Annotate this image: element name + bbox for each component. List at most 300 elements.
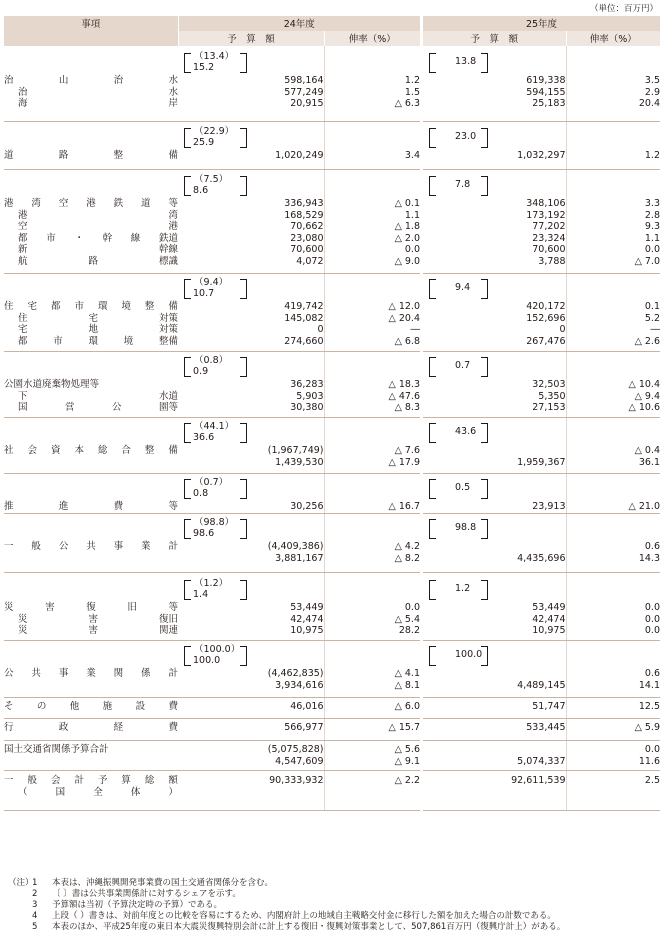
share-24: 1.4 [193,589,209,600]
sub-item-label: 都 市 環 境 整 備 [18,335,178,347]
share-24: 98.6 [193,528,215,539]
growth-24-cell [324,514,420,573]
sub-item-label: 新 幹 線 [18,244,178,255]
row-title-char: 路 [58,150,69,161]
row-title-char: 共 [31,668,41,679]
budget-25-value: 23,324 [532,232,566,244]
table-row [4,771,660,811]
share-bracket-25 [429,517,487,539]
share-bracket-25 [429,355,487,377]
share-bracket-25 [429,477,487,499]
share-24: 8.6 [193,185,209,196]
sub-item-label: 海 岸 [18,98,178,109]
budget-24-value: 0 [317,324,324,335]
row-title [4,198,178,210]
growth-24-value: △ 6.3 [394,98,420,109]
row-title [4,722,178,734]
row-title-sub-char: 国 [55,786,66,798]
header-item: 事項 [4,16,178,46]
budget-24-value: 36,283 [290,379,324,390]
growth-25-value: 0.0 [644,244,660,255]
row-title-char: そ [4,701,14,712]
note-item [8,922,565,933]
budget-25-cell [423,352,566,418]
budget-25-value: 10,975 [532,625,566,636]
budget-25-value: 42,474 [532,613,566,625]
header-fy25: 25年度 [423,16,660,31]
growth-25-cell [566,698,660,719]
budget-25-value: 348,106 [526,198,566,209]
row-item-name [4,170,178,274]
growth-25-cell [566,641,660,698]
table-row [4,474,660,514]
unit-label: （単位：百万円） [589,4,658,14]
row-title-char: 設 [135,701,146,712]
budget-25-value: 5,074,337 [517,755,566,767]
share-25: 0.7 [455,360,471,371]
share-24: 25.9 [193,137,215,148]
row-title: 国土交通省関係予算合計 [4,744,109,755]
row-title-char: 等 [168,198,178,209]
row-title-char: 事 [58,668,69,679]
budget-25-cell [423,514,566,573]
row-title-sub-char: ） [168,786,178,798]
budget-25-cell [423,418,566,474]
budget-24-value: 10,975 [290,625,324,636]
sub-item-label: 住 宅 対 策 [18,312,178,324]
growth-24-value: △ 8.2 [394,552,420,564]
budget-24-value: 168,529 [284,209,324,221]
budget-25-value: 1,032,297 [517,150,566,161]
row-title-char: 社 [4,445,14,456]
share-bracket-24 [184,644,244,666]
row-title-char: 行 [4,722,14,733]
budget-24-value: 3,881,167 [275,552,324,564]
budget-25-cell [423,474,566,514]
growth-25-value: 0.0 [644,602,660,613]
growth-24-value: △ 9.0 [394,255,420,267]
row-title-char: 整 [144,301,155,312]
growth-24-value: △ 1.8 [394,221,420,232]
growth-25-cell [566,170,660,274]
budget-24-value: (5,075,828) [267,744,324,755]
share-bracket-24 [184,126,244,148]
budget-25-value: 594,155 [526,86,566,98]
growth-25-value: △ 10.4 [628,379,660,390]
sub-item-label: 航 路 標 識 [18,255,178,267]
row-item-name [4,741,178,771]
budget-24-cell [178,719,324,741]
budget-24-value: (4,409,386) [267,541,324,552]
budget-25-cell [423,771,566,811]
growth-25-value: △ 21.0 [628,501,660,512]
row-title-char: 等 [168,501,178,512]
note-text: 〔 〕書は公共事業関係計に対するシェアを示す。 [52,889,241,899]
growth-24-value: △ 7.6 [394,445,420,456]
share-bracket-24 [184,174,244,196]
growth-24-value: △ 16.7 [388,501,420,512]
growth-24-value: △ 5.4 [394,613,420,625]
budget-24-value: 4,072 [296,255,324,267]
row-title-char: の [36,701,47,712]
row-title-char: 整 [113,150,124,161]
budget-25-value: 53,449 [532,602,566,613]
growth-24-cell [324,474,420,514]
growth-25-value: 0.0 [644,744,660,755]
share-24-prev: （1.2） [194,578,229,589]
table-row [4,122,660,170]
notes-list [8,878,565,933]
row-title-char: 本 [74,445,84,456]
growth-25-value: 2.9 [644,86,660,98]
row-title [4,602,178,614]
budget-25-value: 173,192 [526,209,566,221]
row-title-char: 般 [27,775,37,786]
budget-24-value: 70,600 [290,244,324,255]
notes [8,878,565,933]
row-title-char: 等 [168,602,178,613]
budget-24-cell [178,771,324,811]
table-row [4,418,660,474]
growth-25-value: 9.3 [644,221,660,232]
row-title-char: 他 [69,701,80,712]
budget-24-value: 20,915 [290,98,324,109]
budget-24-value: 566,977 [284,722,324,733]
row-title-char: 都 [50,301,61,312]
growth-25-value: 0.0 [644,625,660,636]
growth-25-cell [566,274,660,352]
share-bracket-24 [184,51,244,73]
share-bracket-25 [429,174,487,196]
row-item-name [4,573,178,641]
growth-24-value: 0.0 [404,602,420,613]
header-growth-25: 伸率（%） [566,31,660,46]
row-title-char: 住 [4,301,14,312]
row-title-char: 総 [144,775,155,786]
growth-25-cell [566,122,660,170]
budget-25-cell [423,274,566,352]
row-title-sub-char: 体 [130,786,141,798]
budget-24-value: 145,082 [284,312,324,324]
share-bracket-24 [184,517,244,539]
row-title-char: 業 [141,541,151,552]
row-title-char: 関 [113,668,124,679]
share-24: 15.2 [193,62,215,73]
budget-25-value: 267,476 [526,335,566,347]
budget-24-value: 46,016 [290,701,324,712]
budget-24-cell [178,474,324,514]
row-title-char: 算 [121,775,131,786]
row-title-char: 湾 [31,198,41,209]
row-title-char: 旧 [127,602,137,613]
budget-24-cell [178,352,324,418]
budget-25-cell [423,573,566,641]
budget-25-value: 4,489,145 [517,679,566,691]
row-title-char: 公 [4,668,14,679]
budget-25-value: 32,503 [532,379,566,390]
growth-25-value: 0.6 [644,541,660,552]
row-title-char: 山 [58,75,69,86]
row-title: 公園水道廃棄物処理等 [4,379,100,390]
growth-24-value: △ 6.8 [394,335,420,347]
row-item-name [4,352,178,418]
budget-24-value: 30,256 [290,501,324,512]
budget-25-value: 23,913 [532,501,566,512]
share-bracket-25 [429,277,487,299]
share-25: 98.8 [455,522,477,533]
row-title-char: 治 [113,75,124,86]
growth-24-value: △ 2.0 [394,232,420,244]
budget-24-cell [178,122,324,170]
share-bracket-25 [429,578,487,600]
growth-24-cell [324,741,420,771]
growth-24-value: △ 4.1 [394,668,420,679]
row-title-char: 鉄 [113,198,124,209]
growth-24-value: △ 5.6 [394,744,420,755]
budget-24-value: 598,164 [284,75,324,86]
growth-24-cell [324,352,420,418]
budget-24-value: 5,903 [296,390,324,402]
row-title-char: 般 [31,541,41,552]
notes-label [8,911,32,922]
share-24-prev: （7.5） [194,174,229,185]
row-title-char: 進 [58,501,69,512]
growth-24-value: △ 8.1 [394,679,420,691]
table-row [4,741,660,771]
growth-24-value: △ 15.7 [388,722,420,733]
share-bracket-25 [429,644,487,666]
budget-25-value: 619,338 [526,75,566,86]
share-24-prev: （100.0） [194,644,241,655]
row-title-char: 復 [86,602,96,613]
sub-item-label: 国 営 公 園 等 [18,402,178,413]
growth-24-value: △ 4.2 [394,541,420,552]
budget-25-value: 51,747 [532,701,566,712]
growth-24-value: 1.2 [404,75,420,86]
growth-24-value: 1.5 [404,86,420,98]
share-25: 0.5 [455,482,471,493]
budget-25-value: 152,696 [526,312,566,324]
row-title-char: 公 [58,541,69,552]
row-title-char: 道 [4,150,14,161]
row-title-char: 費 [168,701,178,712]
row-title-char: 推 [4,501,14,512]
sub-item-label: 災 害 復 旧 [18,613,178,625]
growth-25-cell [566,514,660,573]
table-row [4,352,660,418]
growth-24-value: 28.2 [398,625,420,636]
growth-25-cell [566,719,660,741]
share-24-prev: （9.4） [194,277,229,288]
budget-25-value: 533,445 [526,722,566,733]
growth-24-value: △ 2.2 [394,775,420,786]
sub-item-label: 港 湾 [18,209,178,221]
budget-24-cell [178,641,324,698]
growth-25-cell [566,573,660,641]
row-item-name [4,641,178,698]
share-25: 100.0 [455,649,483,660]
budget-24-cell [178,698,324,719]
budget-24-value: 1,439,530 [275,456,324,468]
growth-24-value: 0.0 [404,244,420,255]
growth-24-value: △ 20.4 [388,312,420,324]
budget-24-value: 274,660 [284,335,324,347]
share-25: 23.0 [455,131,477,142]
row-title-char: 経 [113,722,124,733]
growth-25-value: 11.6 [638,755,660,767]
share-24-prev: （0.8） [194,355,229,366]
budget-table [4,16,660,811]
budget-25-cell [423,741,566,771]
row-title [4,668,178,680]
row-title-char: 一 [4,541,14,552]
budget-24-value: 90,333,932 [269,775,324,786]
budget-24-value: 23,080 [290,232,324,244]
budget-25-cell [423,719,566,741]
budget-24-value: 1,020,249 [275,150,324,161]
share-24: 0.8 [193,488,209,499]
growth-25-value: △ 7.0 [634,255,660,267]
budget-24-value: 4,547,609 [275,755,324,767]
row-title-char: 港 [4,198,14,209]
growth-24-cell [324,573,420,641]
row-title-char: 政 [58,722,69,733]
growth-24-value: △ 8.3 [394,402,420,413]
row-title-char: 予 [97,775,108,786]
row-title-char: 費 [168,722,178,733]
growth-24-value: 3.4 [404,150,420,161]
row-item-name [4,719,178,741]
share-24: 100.0 [193,655,221,666]
share-bracket-24 [184,421,244,443]
row-title-char: 道 [141,198,151,209]
budget-25-value [423,541,566,553]
budget-24-value: 42,474 [290,613,324,625]
row-title [4,445,178,457]
row-item-name [4,46,178,122]
header-fy24: 24年度 [178,16,420,31]
share-24: 10.7 [193,288,215,299]
growth-24-cell [324,46,420,122]
budget-24-cell [178,741,324,771]
budget-24-value: 336,943 [284,198,324,209]
row-title-char: 会 [50,775,61,786]
row-title [4,701,178,713]
growth-25-value: △ 5.9 [634,722,660,733]
budget-24-cell [178,573,324,641]
share-25: 7.8 [455,179,471,190]
growth-24-cell [324,122,420,170]
budget-25-value [423,668,566,680]
growth-25-value: △ 9.4 [634,390,660,402]
growth-24-value: △ 12.0 [388,301,420,312]
growth-25-value: 20.4 [638,98,660,109]
budget-25-value: 0 [559,324,566,335]
row-title [4,775,178,787]
budget-24-value: 3,934,616 [275,679,324,691]
budget-24-cell [178,170,324,274]
row-title-char: 計 [168,668,178,679]
growth-25-value: 0.0 [644,613,660,625]
budget-25-value: 4,435,696 [517,552,566,564]
notes-label [8,922,32,933]
row-title-char: 係 [141,668,151,679]
budget-25-cell [423,46,566,122]
share-24-prev: （44.1） [194,421,235,432]
budget-25-value: 3,788 [538,255,566,267]
growth-25-cell [566,741,660,771]
row-title-char: 環 [97,301,108,312]
growth-25-value: 12.5 [638,701,660,712]
growth-24-value: △ 6.0 [394,701,420,712]
header-budget-25: 予 算 額 [423,31,566,46]
growth-25-value: 0.6 [644,668,660,679]
growth-24-value: △ 18.3 [388,379,420,390]
growth-25-cell [566,46,660,122]
row-title-char: 整 [144,445,155,456]
budget-25-value [423,445,566,457]
growth-25-value: 0.1 [644,301,660,312]
budget-25-value: 1,959,367 [517,456,566,468]
note-item [8,889,565,900]
table-row [4,274,660,352]
row-title-char: 一 [4,775,14,786]
budget-25-cell [423,170,566,274]
growth-24-value: △ 47.6 [388,390,420,402]
budget-24-cell [178,274,324,352]
note-number: 2 [32,889,38,899]
table-row [4,514,660,573]
row-title-char: 備 [168,445,178,456]
notes-label [8,889,32,900]
budget-24-value: 30,380 [290,402,324,413]
row-title-char: 備 [168,301,178,312]
share-bracket-24 [184,355,244,377]
budget-24-value: 70,662 [290,221,324,232]
row-item-name [4,122,178,170]
growth-25-cell [566,474,660,514]
growth-25-value: △ 10.6 [628,402,660,413]
share-25: 43.6 [455,426,477,437]
row-title-char: 治 [4,75,14,86]
note-item [8,878,565,889]
budget-25-cell [423,122,566,170]
row-title-char: 費 [113,501,124,512]
note-number: 3 [32,900,38,910]
row-title [4,501,178,513]
sub-item-label: 災 害 関 連 [18,625,178,636]
budget-24-cell [178,514,324,573]
share-24: 0.9 [193,366,209,377]
row-item-name [4,771,178,811]
row-title-char: 資 [50,445,61,456]
share-25: 9.4 [455,282,471,293]
row-title-char: 業 [86,668,96,679]
row-title [4,150,178,162]
growth-24-value: 1.1 [404,209,420,221]
budget-25-value [423,744,566,756]
budget-25-cell [423,641,566,698]
sub-item-label: 都 市 ・ 幹 線 鉄 道 [18,232,178,244]
share-bracket-24 [184,578,244,600]
growth-25-cell [566,771,660,811]
growth-25-cell [566,352,660,418]
budget-24-cell [178,46,324,122]
row-title-char: 事 [113,541,124,552]
budget-24-value: (4,462,835) [267,668,324,679]
note-item [8,911,565,922]
row-title-char: 港 [86,198,96,209]
